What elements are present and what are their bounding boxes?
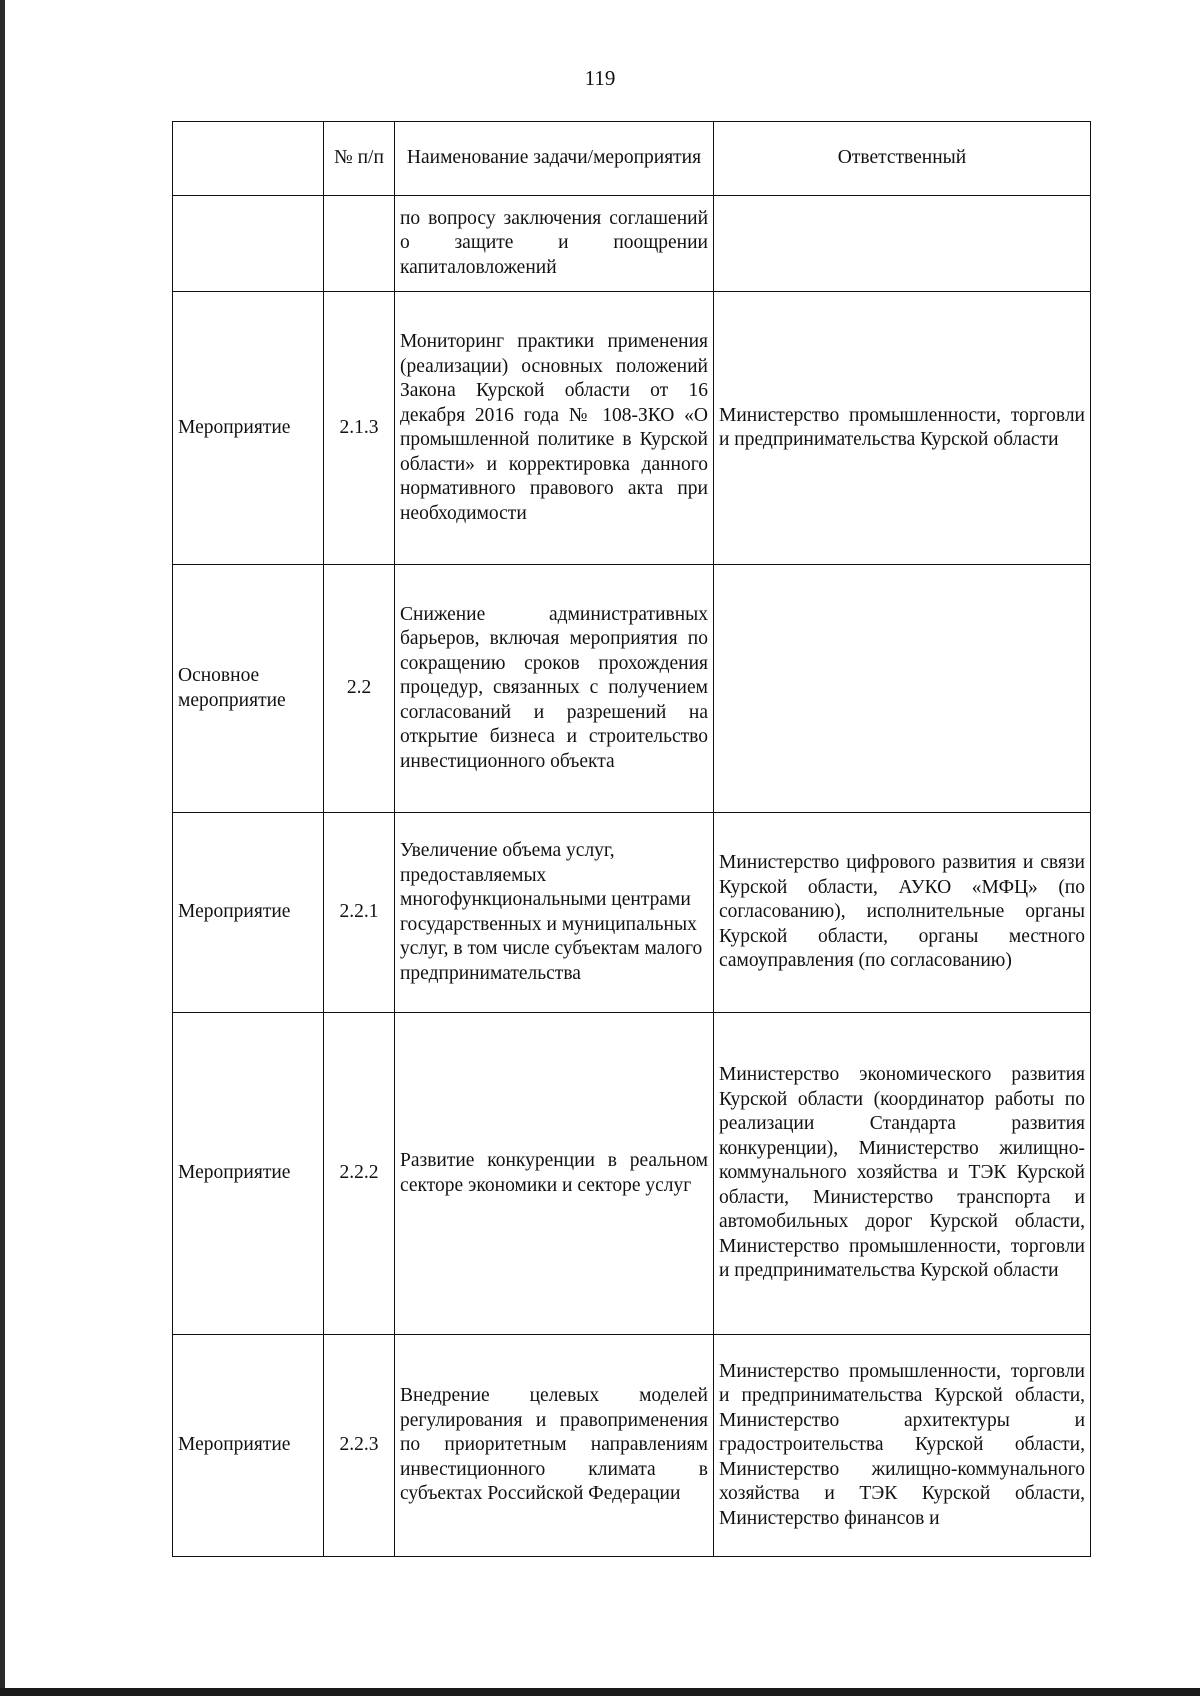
row-name: Мониторинг практики применения (реализации) основных положений Закона Курской области от 16 декабря 2016 года № 108-ЗКО «О промышленной политике в Курской области» и корректировка данного нормативного правового акта при необходимости [395,292,714,565]
table-row [173,196,1091,292]
header-number: № п/п [324,122,395,196]
row-number: 2.1.3 [324,292,395,565]
table-row [173,565,1091,813]
row-number: 2.2.1 [324,813,395,1013]
row-name: Внедрение целевых моделей регулирования и правоприменения по приоритетным направлениям инвестиционного климата в субъектах Российской Федерации [395,1335,714,1557]
table-row [173,1335,1091,1557]
row-responsible: Министерство промышленности, торговли и предпринимательства Курской области, Министерство архитектуры и градостроительства Курской области, Министерство жилищно-коммунального хозяйства и ТЭК Курской области, Министерство финансов и [714,1335,1091,1557]
row-responsible: Министерство экономического развития Курской области (координатор работы по реализации Стандарта развития конкуренции), Министерство жилищно-коммунального хозяйства и ТЭК Курской области, Министерство транспорта и автомобильных дорог Курской области, Министерство промышленности, торговли и предпринимательства Курской области [714,1013,1091,1335]
row-type: Мероприятие [173,813,324,1013]
row-responsible [714,196,1091,292]
row-name: Увеличение объема услуг, предоставляемых многофункциональными центрами государственных и муниципальных услуг, в том числе субъектам малого предпринимательства [395,813,714,1013]
scan-edge-left [0,0,5,1696]
table-row [173,1013,1091,1335]
row-number: 2.2.3 [324,1335,395,1557]
row-type [173,196,324,292]
row-type: Основное мероприятие [173,565,324,813]
table-header-row [173,122,1091,196]
header-type [173,122,324,196]
row-name: Развитие конкуренции в реальном секторе экономики и секторе услуг [395,1013,714,1335]
header-name: Наименование задачи/мероприятия [395,122,714,196]
row-responsible: Министерство цифрового развития и связи Курской области, АУКО «МФЦ» (по согласованию), исполнительные органы Курской области, органы местного самоуправления (по согласованию) [714,813,1091,1013]
page-number: 119 [584,66,616,90]
row-name: Снижение административных барьеров, включая мероприятия по сокращению сроков прохождения процедур, связанных с получением согласований и разрешений на открытие бизнеса и строительство инвестиционного объекта [395,565,714,813]
row-number: 2.2.2 [324,1013,395,1335]
measures-table [172,121,1091,1557]
row-number [324,196,395,292]
row-type: Мероприятие [173,1013,324,1335]
row-type: Мероприятие [173,292,324,565]
row-name: по вопросу заключения соглашений о защите и поощрении капиталовложений [395,196,714,292]
row-number: 2.2 [324,565,395,813]
row-type: Мероприятие [173,1335,324,1557]
scan-edge-bottom [0,1688,1200,1696]
table-row [173,292,1091,565]
row-responsible: Министерство промышленности, торговли и предпринимательства Курской области [714,292,1091,565]
table-row [173,813,1091,1013]
row-responsible [714,565,1091,813]
header-responsible: Ответственный [714,122,1091,196]
